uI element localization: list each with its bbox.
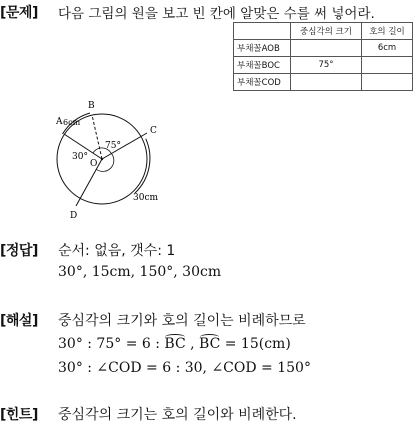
table-row <box>234 74 413 91</box>
point-d-label: D <box>70 211 78 220</box>
problem-table <box>233 22 413 91</box>
angle-boc-label: 75° <box>105 141 121 151</box>
point-o-label: O <box>90 159 98 169</box>
point-a-label: A <box>56 117 63 127</box>
arc-bc-symbol: BC <box>164 336 186 352</box>
table-header-row <box>234 23 413 40</box>
answer-line-2: 30°, 15cm, 150°, 30cm <box>58 264 222 280</box>
center-point <box>101 158 103 160</box>
explanation-line-2 <box>58 336 291 352</box>
angle-cod-mark <box>96 153 114 171</box>
radius-od <box>76 159 102 206</box>
problem-label: [문제] <box>0 5 38 21</box>
answer-label: [정답] <box>0 243 38 259</box>
hint-text: 중심각의 크기는 호의 길이와 비례한다. <box>58 407 297 423</box>
explanation-line-1: 중심각의 크기와 호의 길이는 비례하므로 <box>58 313 306 329</box>
angle-aob-mark <box>93 148 100 153</box>
arc-cd-label: 30cm <box>133 193 159 203</box>
table-cell <box>291 74 362 91</box>
circle-figure <box>50 96 180 220</box>
table-cell <box>362 74 413 91</box>
table-cell: 부채꼴BOC <box>234 57 291 74</box>
table-header-cell: 호의 길이 <box>362 23 413 40</box>
arc-cd-mark <box>135 139 150 193</box>
table-cell: 6cm <box>362 40 413 57</box>
point-b-label: B <box>88 101 95 111</box>
angle-aob-label: 30° <box>72 152 88 162</box>
ratio-result: = 15(cm) <box>220 336 291 352</box>
explanation-line-3: 30° : ∠COD = 6 : 30, ∠COD = 150° <box>58 360 311 376</box>
answer-line-1: 순서: 없음, 갯수: 1 <box>58 243 176 259</box>
problem-text: 다음 그림의 원을 보고 빈 칸에 알맞은 수를 써 넣어라. <box>58 6 375 22</box>
ratio-prefix: 30° : 75° = 6 : <box>58 336 165 352</box>
hint-label: [힌트] <box>0 407 38 423</box>
table-cell: 부채꼴COD <box>234 74 291 91</box>
table-cell: 75° <box>291 57 362 74</box>
point-c-label: C <box>150 126 157 136</box>
table-cell <box>362 57 413 74</box>
arc-ab-label: 6cm <box>63 118 81 127</box>
table-row <box>234 57 413 74</box>
table-row <box>234 40 413 57</box>
explanation-label: [해설] <box>0 313 38 329</box>
table-header-cell: 중심각의 크기 <box>291 23 362 40</box>
table-cell: 부채꼴AOB <box>234 40 291 57</box>
arc-bc-symbol: BC <box>199 336 221 352</box>
separator: , <box>185 336 200 352</box>
table-header-cell <box>234 23 291 40</box>
table-cell <box>291 40 362 57</box>
